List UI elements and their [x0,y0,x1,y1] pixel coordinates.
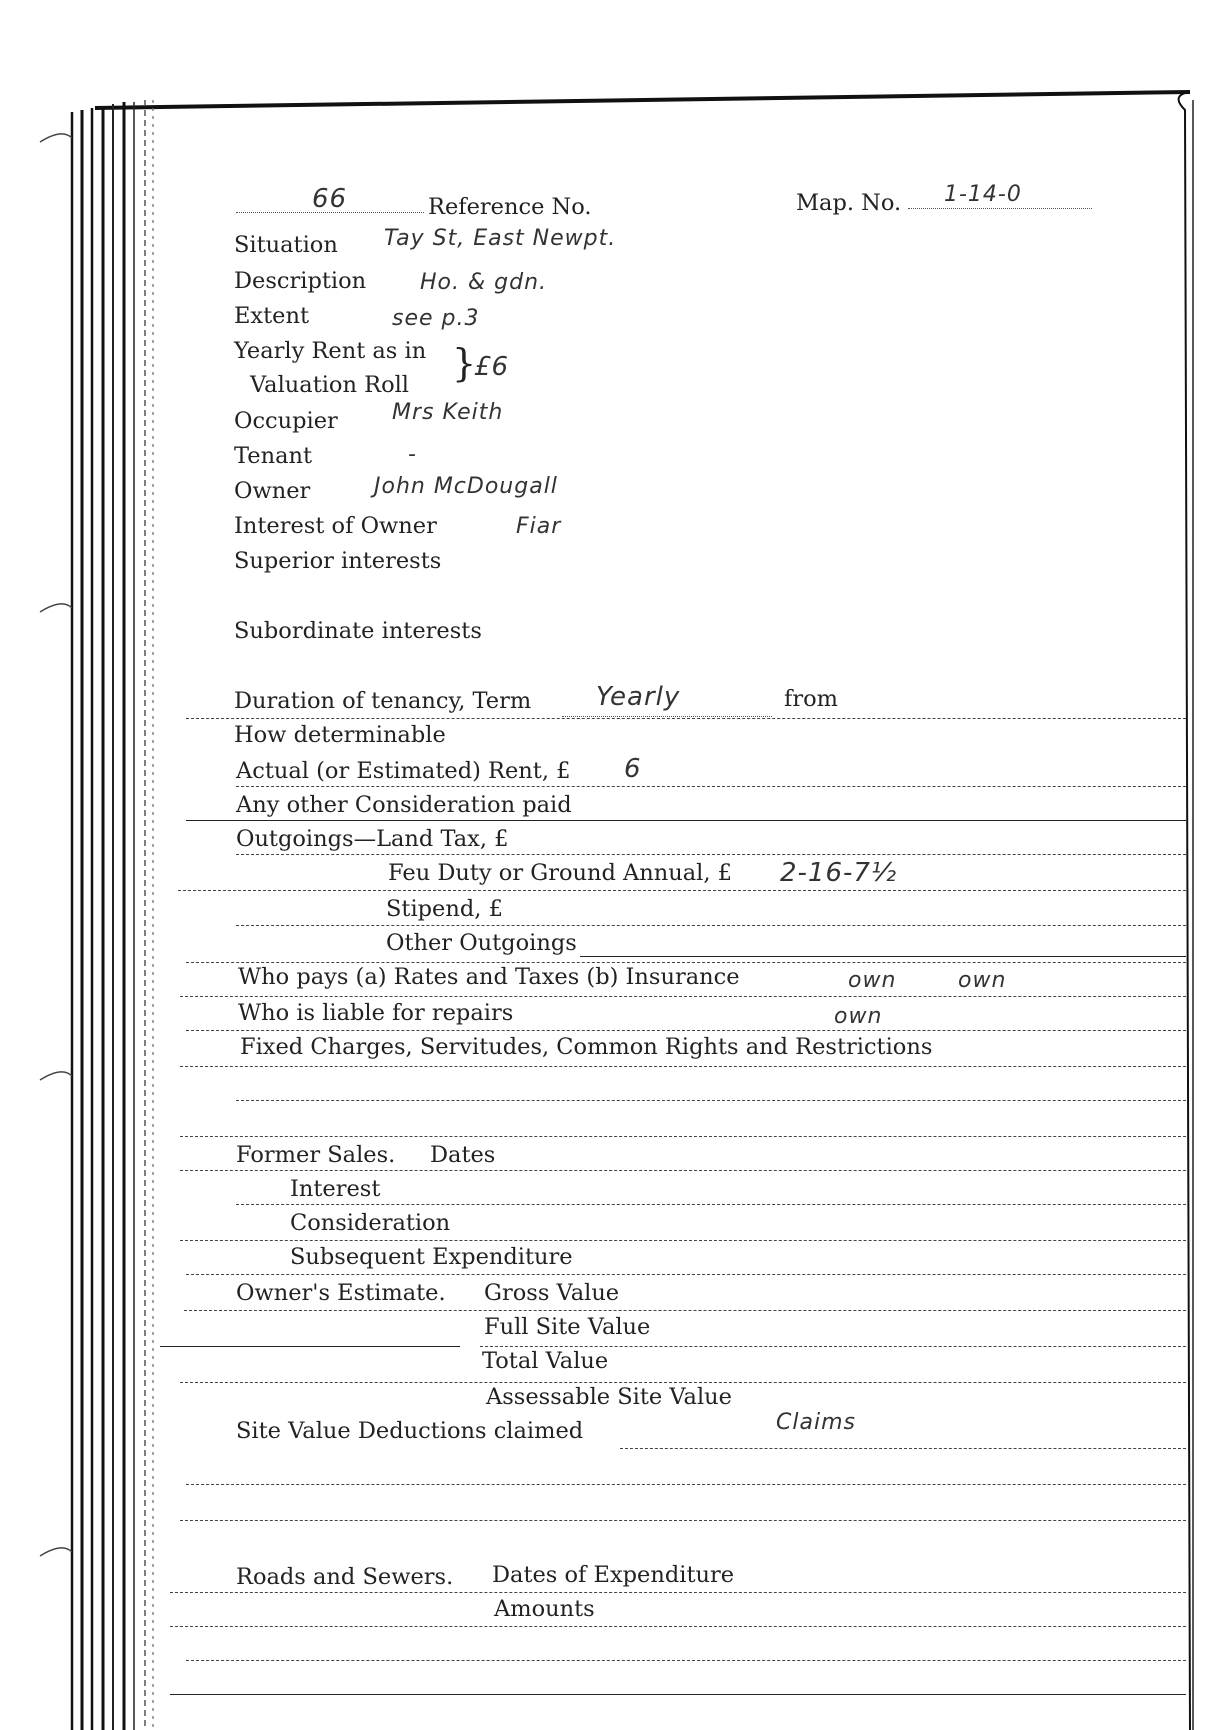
extent-value: see p.3 [392,306,480,331]
ruled-line [186,718,1186,719]
former-sales-subsequent-label: Subsequent Expenditure [290,1244,573,1270]
ruled-line [186,820,1186,821]
ruled-line [186,1484,1186,1485]
occupier-label: Occupier [234,408,338,434]
ruled-line [186,1030,1186,1031]
owners-estimate-label: Owner's Estimate. [236,1280,446,1306]
site-value-deductions-value: Claims [776,1410,856,1435]
situation-value: Tay St, East Newpt. [384,226,617,251]
total-value-label: Total Value [482,1348,609,1374]
ruled-line [180,1066,1186,1067]
duration-line [562,716,772,717]
map-no-value: 1-14-0 [944,182,1022,207]
map-no-label: Map. No. [796,190,902,216]
ruled-line [180,1382,1186,1383]
ruled-line [170,1592,1186,1593]
description-value: Ho. & gdn. [420,270,548,295]
ruled-line [170,1626,1186,1627]
who-pays-insurance-value: own [958,968,1007,993]
map-no-line [908,208,1092,209]
assessable-site-value-label: Assessable Site Value [486,1384,732,1410]
stipend-label: Stipend, £ [386,896,503,922]
who-liable-label: Who is liable for repairs [238,1000,514,1026]
fixed-charges-label: Fixed Charges, Servitudes, Common Rights and Restrictions [240,1034,933,1060]
actual-rent-label: Actual (or Estimated) Rent, £ [236,758,571,784]
occupier-value: Mrs Keith [392,400,504,425]
interest-of-owner-label: Interest of Owner [234,513,437,539]
former-sales-label: Former Sales. [236,1142,396,1168]
duration-label: Duration of tenancy, Term [234,688,532,714]
ruled-line [178,890,1186,891]
feu-duty-value: 2-16-7½ [780,858,898,888]
ruled-line [236,786,1186,787]
ruled-line [620,1448,1186,1449]
other-consideration-label: Any other Consideration paid [236,792,572,818]
tenant-value: - [408,442,417,467]
duration-from-label: from [784,686,838,712]
actual-rent-value: 6 [624,754,642,784]
yearly-rent-bracket: } [452,341,477,385]
yearly-rent-label-2: Valuation Roll [250,372,410,398]
ruled-line [480,1346,1186,1347]
gross-value-label: Gross Value [484,1280,620,1306]
former-sales-dates-label: Dates [430,1142,496,1168]
ruled-line [236,1100,1186,1101]
superior-interests-label: Superior interests [234,548,442,574]
site-value-deductions-label: Site Value Deductions claimed [236,1418,584,1444]
ruled-line [180,1170,1186,1171]
how-determinable-label: How determinable [234,722,446,748]
tenant-label: Tenant [234,443,313,469]
ruled-line [186,1274,1186,1275]
reference-no-label: Reference No. [428,194,592,220]
interest-of-owner-value: Fiar [516,514,562,539]
feu-duty-label: Feu Duty or Ground Annual, £ [388,860,732,886]
extent-label: Extent [234,303,310,329]
duration-value: Yearly [596,682,681,712]
reference-no-value: 66 [312,184,348,214]
former-sales-interest-label: Interest [290,1176,381,1202]
ruled-line [236,1204,1186,1205]
yearly-rent-label-1: Yearly Rent as in [234,338,427,364]
outgoings-label: Outgoings—Land Tax, £ [236,826,509,852]
ruled-line [180,996,1186,997]
subordinate-interests-label: Subordinate interests [234,618,482,644]
ruled-line [184,1310,1186,1311]
ruled-line [180,1136,1186,1137]
description-label: Description [234,268,367,294]
ruled-line [180,1240,1186,1241]
roads-sewers-dates-label: Dates of Expenditure [492,1562,735,1588]
roads-sewers-amounts-label: Amounts [494,1596,595,1622]
ruled-line [186,962,1186,963]
who-pays-label: Who pays (a) Rates and Taxes (b) Insurance [238,964,740,990]
ruled-line [236,854,1186,855]
who-liable-value: own [834,1004,883,1029]
roads-sewers-label: Roads and Sewers. [236,1564,454,1590]
owner-value: John McDougall [374,474,558,499]
full-site-value-label: Full Site Value [484,1314,651,1340]
other-outgoings-label: Other Outgoings [386,930,577,956]
ruled-line [236,925,1186,926]
situation-label: Situation [234,232,338,258]
ruled-line [186,1660,1186,1661]
yearly-rent-value: £6 [474,352,510,382]
ruled-line [580,956,1186,957]
ruled-line [170,1694,1186,1695]
former-sales-consideration-label: Consideration [290,1210,451,1236]
who-pays-rates-value: own [848,968,897,993]
ruled-line [180,1520,1186,1521]
owner-label: Owner [234,478,311,504]
ruled-line [160,1346,460,1347]
